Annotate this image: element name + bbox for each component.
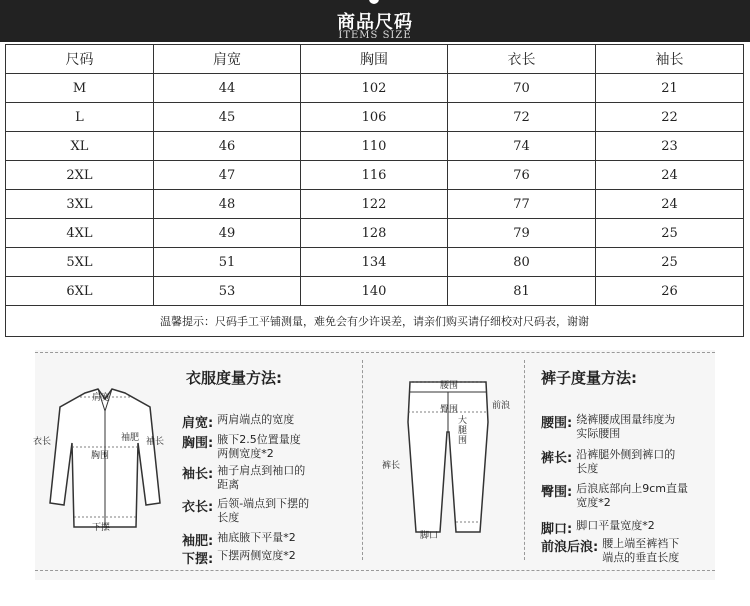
measure-desc: 袖子肩点到袖口的 距离 bbox=[217, 464, 306, 491]
figure-label: 腰围 bbox=[440, 381, 459, 391]
measure-item bbox=[182, 530, 296, 549]
table-row bbox=[6, 248, 744, 277]
figure-label: 袖长 bbox=[146, 437, 165, 447]
measure-desc: 下摆两侧宽度*2 bbox=[217, 549, 296, 562]
table-cell: 3XL bbox=[6, 190, 154, 219]
measure-label: 袖长: bbox=[182, 467, 214, 482]
column-header: 胸围 bbox=[301, 45, 448, 74]
measure-desc: 两肩端点的宽度 bbox=[217, 413, 295, 426]
table-cell: 44 bbox=[154, 74, 301, 103]
table-cell: 25 bbox=[596, 248, 744, 277]
measure-item bbox=[182, 548, 296, 567]
table-cell: 4XL bbox=[6, 219, 154, 248]
figure-label: 大腿围 bbox=[458, 416, 468, 446]
measure-item bbox=[182, 432, 301, 461]
figure-label: 胸围 bbox=[91, 451, 110, 461]
measure-desc: 腰上端至裤裆下 端点的垂直长度 bbox=[602, 537, 680, 564]
pants-method-title: 裤子度量方法: bbox=[541, 369, 637, 387]
size-note: 温馨提示：尺码手工平铺测量，难免会有少许误差，请亲们购买请仔细校对尺码表，谢谢 bbox=[6, 306, 744, 337]
measure-desc: 脚口平量宽度*2 bbox=[576, 519, 655, 532]
table-cell: 21 bbox=[596, 74, 744, 103]
measure-desc: 绕裤腰成围量纬度为 实际腰围 bbox=[576, 413, 676, 440]
table-cell: 116 bbox=[301, 161, 448, 190]
measure-item bbox=[541, 536, 679, 565]
table-cell: 102 bbox=[301, 74, 448, 103]
table-cell: 5XL bbox=[6, 248, 154, 277]
table-cell: 106 bbox=[301, 103, 448, 132]
figure-label: 臀围 bbox=[440, 405, 459, 415]
table-row bbox=[6, 219, 744, 248]
measure-label: 胸围: bbox=[182, 436, 214, 451]
table-cell: 23 bbox=[596, 132, 744, 161]
divider bbox=[35, 570, 715, 571]
table-row bbox=[6, 190, 744, 219]
measure-item bbox=[541, 518, 655, 537]
measure-label: 下摆: bbox=[182, 552, 214, 567]
measure-item bbox=[182, 496, 309, 525]
table-cell: 70 bbox=[448, 74, 596, 103]
table-cell: M bbox=[6, 74, 154, 103]
note-row bbox=[6, 306, 744, 337]
measure-desc: 后领-端点到下摆的 长度 bbox=[217, 497, 310, 524]
table-cell: 46 bbox=[154, 132, 301, 161]
size-table bbox=[5, 44, 744, 337]
table-cell: 134 bbox=[301, 248, 448, 277]
measure-desc: 沿裤腿外侧到裤口的 长度 bbox=[576, 448, 676, 475]
measure-label: 衣长: bbox=[182, 500, 214, 515]
table-cell: 2XL bbox=[6, 161, 154, 190]
figure-label: 前浪 bbox=[492, 401, 511, 411]
measure-label: 臀围: bbox=[541, 485, 573, 500]
table-cell: 80 bbox=[448, 248, 596, 277]
measure-label: 肩宽: bbox=[182, 416, 214, 431]
figure-label: 衣长 bbox=[33, 437, 52, 447]
table-cell: 24 bbox=[596, 190, 744, 219]
measure-desc: 后浪底部向上9cm直量 宽度*2 bbox=[576, 482, 688, 509]
table-row bbox=[6, 74, 744, 103]
measure-label: 裤长: bbox=[541, 451, 573, 466]
table-cell: 47 bbox=[154, 161, 301, 190]
table-cell: 26 bbox=[596, 277, 744, 306]
table-cell: 122 bbox=[301, 190, 448, 219]
table-row bbox=[6, 132, 744, 161]
page-subtitle: ITEMS SIZE bbox=[338, 30, 412, 41]
divider bbox=[35, 352, 715, 353]
figure-label: 袖肥 bbox=[121, 433, 140, 443]
column-header: 肩宽 bbox=[154, 45, 301, 74]
table-cell: 79 bbox=[448, 219, 596, 248]
table-cell: 45 bbox=[154, 103, 301, 132]
table-cell: XL bbox=[6, 132, 154, 161]
table-cell: 81 bbox=[448, 277, 596, 306]
measure-label: 脚口: bbox=[541, 522, 573, 537]
table-cell: 128 bbox=[301, 219, 448, 248]
table-cell: 76 bbox=[448, 161, 596, 190]
table-header-row bbox=[6, 45, 744, 74]
divider bbox=[362, 360, 363, 560]
table-cell: 6XL bbox=[6, 277, 154, 306]
page-header bbox=[0, 0, 750, 42]
table-cell: 77 bbox=[448, 190, 596, 219]
table-row bbox=[6, 277, 744, 306]
column-header: 衣长 bbox=[448, 45, 596, 74]
measure-item bbox=[182, 463, 305, 492]
header-dot bbox=[369, 0, 379, 4]
table-cell: 110 bbox=[301, 132, 448, 161]
divider bbox=[524, 360, 525, 560]
measure-item bbox=[541, 412, 675, 441]
figure-label: 下摆 bbox=[92, 523, 111, 533]
figure-label: 肩宽 bbox=[92, 393, 111, 403]
table-cell: 25 bbox=[596, 219, 744, 248]
table-cell: 51 bbox=[154, 248, 301, 277]
table-cell: 22 bbox=[596, 103, 744, 132]
table-cell: 48 bbox=[154, 190, 301, 219]
figure-label: 脚口 bbox=[420, 531, 439, 541]
figure-label: 裤长 bbox=[382, 461, 401, 471]
table-cell: 74 bbox=[448, 132, 596, 161]
measure-desc: 袖底腋下平量*2 bbox=[217, 531, 296, 544]
table-cell: 72 bbox=[448, 103, 596, 132]
table-cell: L bbox=[6, 103, 154, 132]
column-header: 袖长 bbox=[596, 45, 744, 74]
table-cell: 53 bbox=[154, 277, 301, 306]
measure-item bbox=[541, 481, 688, 510]
pants-diagram-icon bbox=[398, 372, 498, 542]
page-title: 商品尺码 bbox=[337, 12, 413, 33]
column-header: 尺码 bbox=[6, 45, 154, 74]
measure-item bbox=[182, 412, 294, 431]
clothes-method-title: 衣服度量方法: bbox=[186, 369, 282, 387]
measure-label: 前浪后浪: bbox=[541, 540, 599, 555]
table-cell: 140 bbox=[301, 277, 448, 306]
measure-label: 腰围: bbox=[541, 416, 573, 431]
measure-desc: 腋下2.5位置量度 两侧宽度*2 bbox=[217, 433, 301, 460]
table-row bbox=[6, 161, 744, 190]
measure-item bbox=[541, 447, 675, 476]
table-row bbox=[6, 103, 744, 132]
measure-label: 袖肥: bbox=[182, 534, 214, 549]
table-cell: 24 bbox=[596, 161, 744, 190]
table-cell: 49 bbox=[154, 219, 301, 248]
